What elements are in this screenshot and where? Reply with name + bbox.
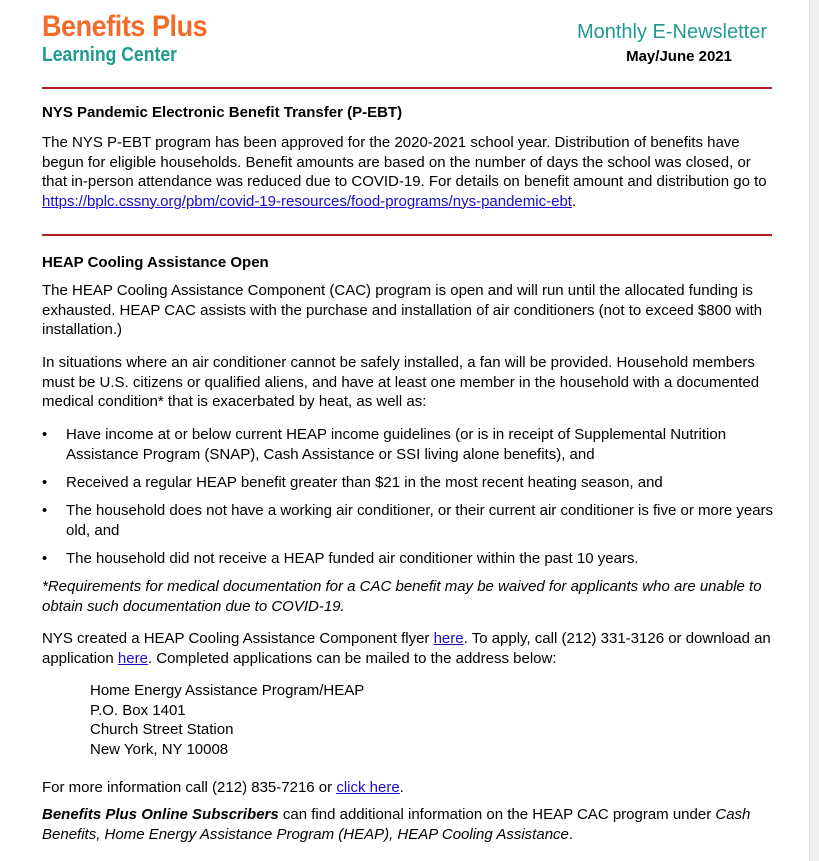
address-line: P.O. Box 1401 xyxy=(90,701,186,719)
pebt-body-end: . xyxy=(571,192,577,210)
address-line: Home Energy Assistance Program/HEAP xyxy=(90,682,365,699)
list-item-text: Have income at or below current HEAP income guidelines (or is in receipt of Supplemental Nutrition Assistance Program (SNAP), Cash Assistance or SSI living alone benefits), and xyxy=(66,426,727,463)
pebt-link[interactable]: https://bplc.cssny.org/pbm/covid-19-resources/food-programs/nys-pandemic-ebt xyxy=(42,192,572,210)
page-edge xyxy=(809,0,819,861)
flyer-text-mid: . To apply, call (212) 331-3126 or download an application xyxy=(42,630,771,667)
mailing-address xyxy=(90,681,364,759)
heap-para-1: The HEAP Cooling Assistance Component (CAC) program is open and will run until the allocated funding is exhausted. HEAP CAC assists with the purchase and installation of air conditioners (not to exceed $800 with installation.) xyxy=(42,282,763,338)
pebt-heading: NYS Pandemic Electronic Benefit Transfer (P-EBT) xyxy=(42,104,403,121)
info-paragraph xyxy=(42,778,777,798)
bullet-icon: • xyxy=(42,550,48,567)
subscriber-text-end: . xyxy=(568,825,574,843)
bullet-icon: • xyxy=(42,502,48,519)
newsletter-title: Monthly E-Newsletter xyxy=(576,21,767,43)
section-divider xyxy=(42,87,772,89)
address-line: New York, NY 10008 xyxy=(90,740,229,758)
info-text-end: . xyxy=(399,779,404,796)
newsletter-date: May/June 2021 xyxy=(626,48,732,65)
flyer-text-end: . Completed applications can be mailed to the address below: xyxy=(147,649,557,667)
bullet-icon: • xyxy=(42,426,48,443)
list-item-text: The household does not have a working air conditioner, or their current air conditioner is five or more years old, and xyxy=(66,502,774,539)
flyer-paragraph xyxy=(42,629,777,668)
flyer-text: NYS created a HEAP Cooling Assistance Component flyer xyxy=(42,630,434,647)
section-divider xyxy=(42,234,772,236)
medical-footnote: *Requirements for medical documentation for a CAC benefit may be waived for applicants who are unable to obtain such documentation due to COVID-19. xyxy=(42,578,762,615)
brand-name: Benefits Plus xyxy=(42,10,208,43)
pebt-body-text: The NYS P-EBT program has been approved for the 2020-2021 school year. Distribution of benefits have begun for eligible households. Benefit amounts are based on the number of days the school was closed, or that in-person attendance was reduced due to COVID-19. For details on benefit amount and distribution go to xyxy=(42,134,767,190)
bullet-icon: • xyxy=(42,474,48,491)
subscriber-label: Benefits Plus Online Subscribers xyxy=(42,806,279,823)
click-here-link[interactable]: click here xyxy=(336,779,400,796)
address-line: Church Street Station xyxy=(90,721,234,738)
application-link[interactable]: here xyxy=(117,649,148,667)
subscriber-text: can find additional information on the HEAP CAC program under xyxy=(278,806,716,823)
brand-subtitle: Learning Center xyxy=(42,44,177,66)
subscriber-path: Cash Benefits, Home Energy Assistance Program (HEAP), HEAP Cooling Assistance xyxy=(42,806,751,843)
list-item-text: The household did not receive a HEAP funded air conditioner within the past 10 years. xyxy=(66,550,639,567)
heap-para-2: In situations where an air conditioner cannot be safely installed, a fan will be provided. Household members must be U.S. citizens or qualified aliens, and have at least one member in the household with a documented medical condition* that is exacerbated by heat, as well as: xyxy=(42,354,760,410)
info-text: For more information call (212) 835-7216 or xyxy=(42,779,337,796)
flyer-link[interactable]: here xyxy=(433,630,464,647)
pebt-body xyxy=(42,133,777,211)
subscriber-paragraph xyxy=(42,805,777,844)
list-item-text: Received a regular HEAP benefit greater than $21 in the most recent heating season, and xyxy=(66,474,663,491)
heap-heading: HEAP Cooling Assistance Open xyxy=(42,254,269,271)
